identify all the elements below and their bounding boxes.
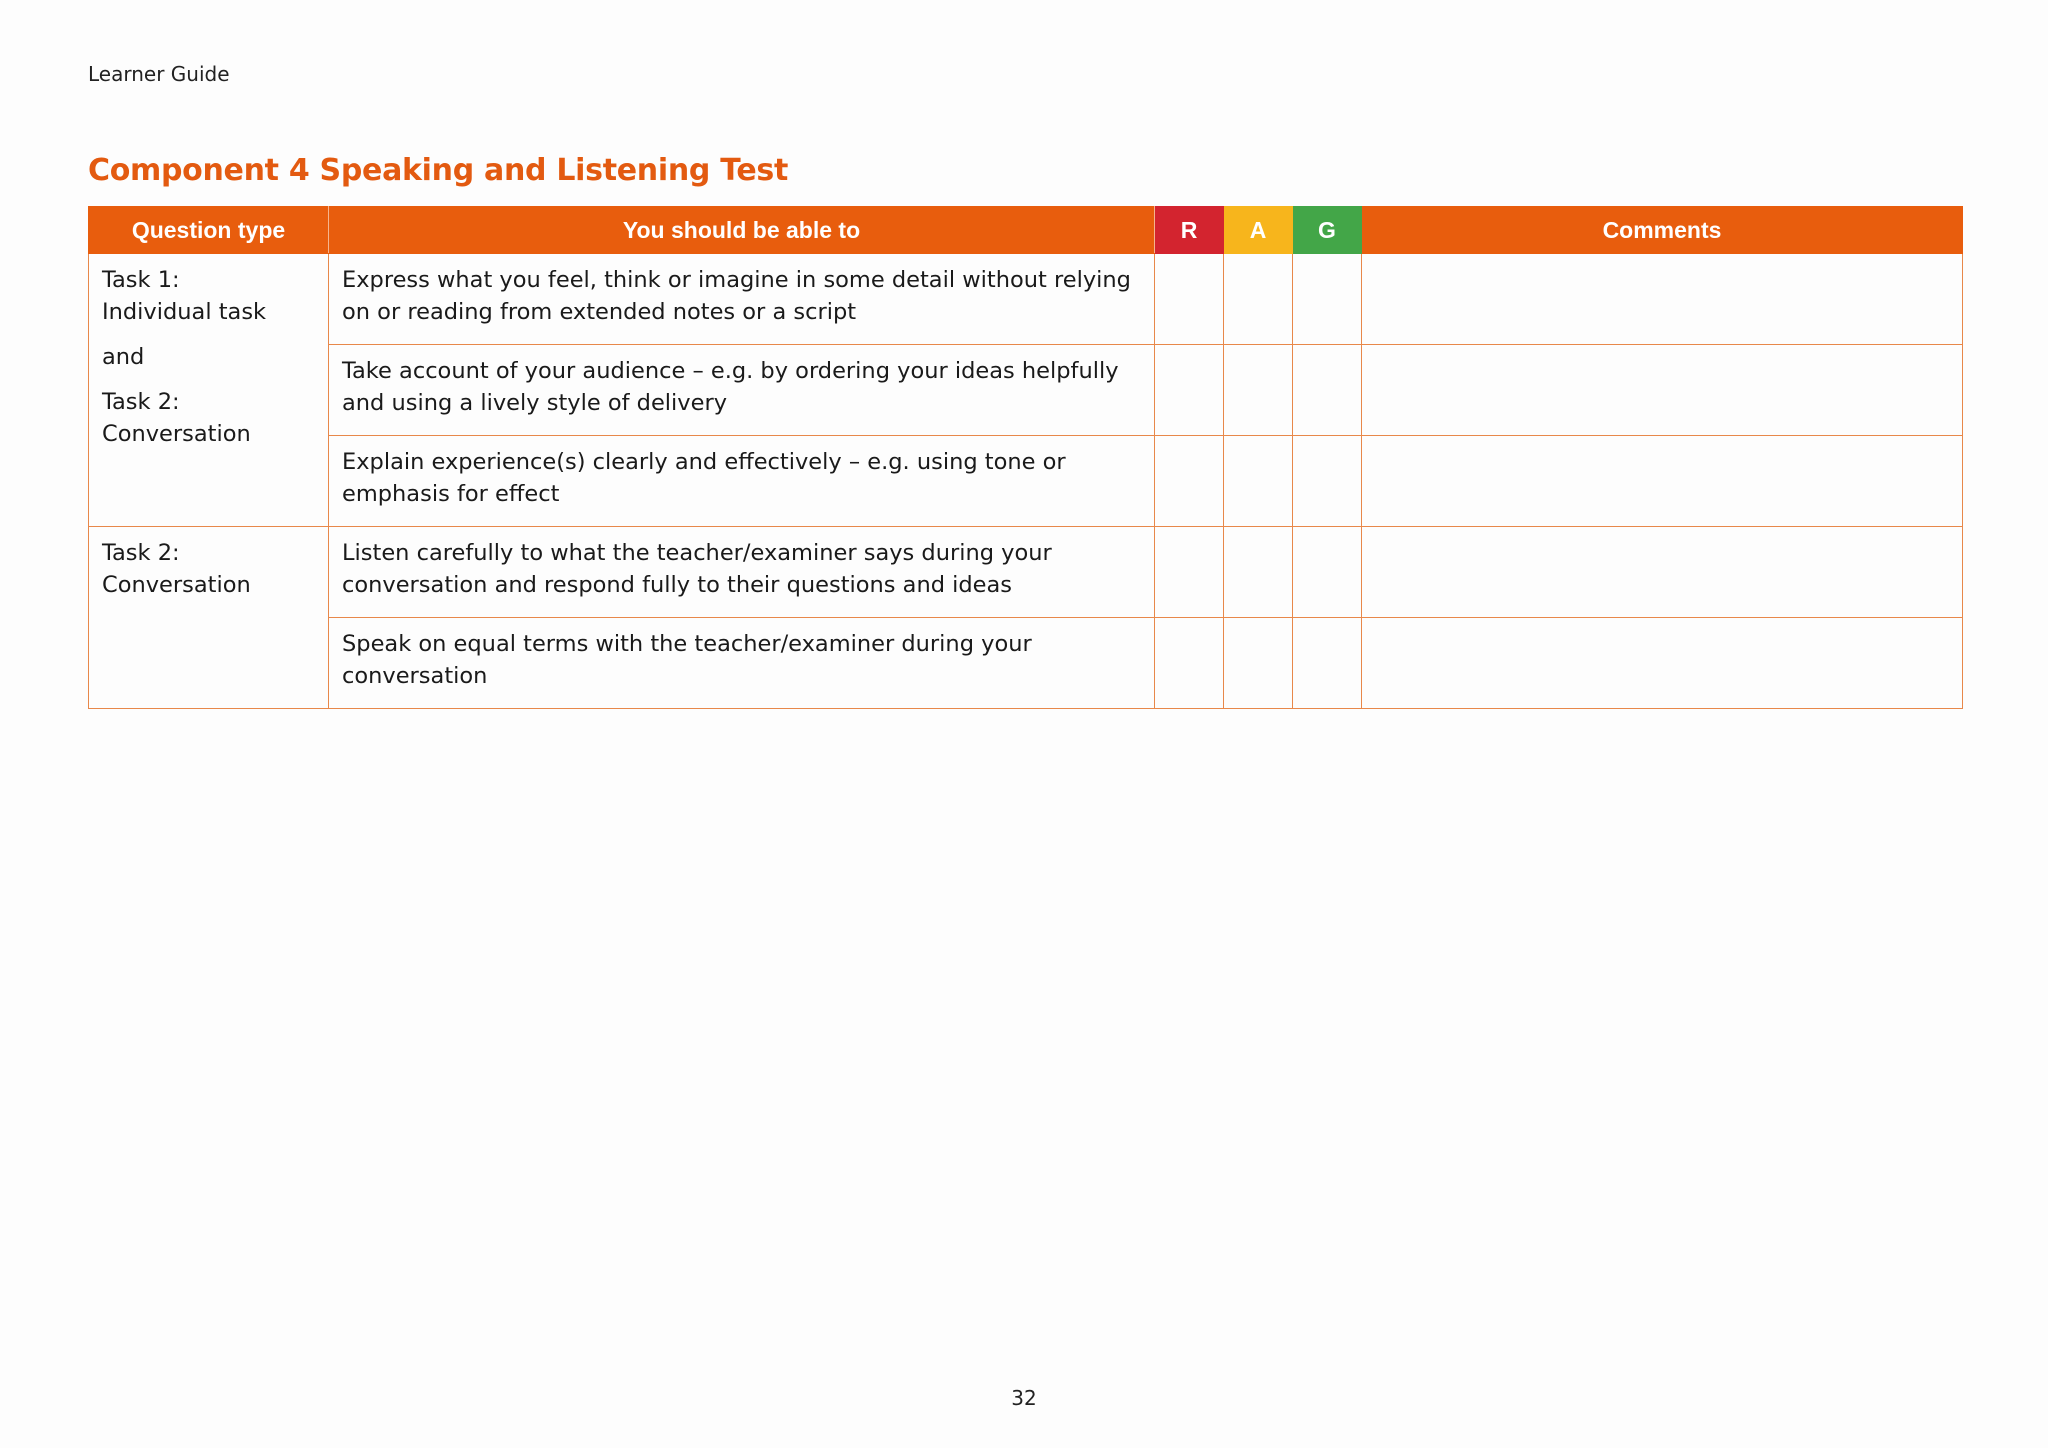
question-type-line: Conversation (102, 572, 251, 598)
comments-cell[interactable] (1362, 618, 1963, 709)
rag-green-cell[interactable] (1293, 254, 1362, 345)
question-type-line: Individual task (102, 299, 267, 325)
rag-green-cell[interactable] (1293, 436, 1362, 527)
page-number: 32 (1011, 1386, 1037, 1410)
rag-amber-cell[interactable] (1224, 527, 1293, 618)
column-header-green: G (1293, 207, 1362, 254)
rag-amber-cell[interactable] (1224, 345, 1293, 436)
skill-cell: Take account of your audience – e.g. by ordering your ideas helpfully and using a lively style of delivery (329, 345, 1155, 436)
rag-amber-cell[interactable] (1224, 436, 1293, 527)
comments-cell[interactable] (1362, 436, 1963, 527)
column-header-amber: A (1224, 207, 1293, 254)
skill-cell: Listen carefully to what the teacher/examiner says during your conversation and respond fully to their questions and ideas (329, 527, 1155, 618)
column-header-should-be-able-to: You should be able to (329, 207, 1155, 254)
question-type-line: Task 2: (102, 540, 180, 566)
skill-cell: Explain experience(s) clearly and effectively – e.g. using tone or emphasis for effect (329, 436, 1155, 527)
question-type-line: Task 1: (102, 267, 180, 293)
rag-amber-cell[interactable] (1224, 618, 1293, 709)
question-type-cell (89, 254, 329, 527)
skill-cell: Express what you feel, think or imagine in some detail without relying on or reading from extended notes or a script (329, 254, 1155, 345)
column-header-red: R (1155, 207, 1224, 254)
rag-amber-cell[interactable] (1224, 254, 1293, 345)
rag-checklist-table (88, 206, 1963, 709)
column-header-comments: Comments (1362, 207, 1963, 254)
rag-red-cell[interactable] (1155, 436, 1224, 527)
question-type-line: and (102, 344, 145, 370)
question-type-line: Conversation (102, 421, 251, 447)
comments-cell[interactable] (1362, 254, 1963, 345)
comments-cell[interactable] (1362, 345, 1963, 436)
question-type-cell (89, 527, 329, 709)
rag-red-cell[interactable] (1155, 618, 1224, 709)
rag-green-cell[interactable] (1293, 345, 1362, 436)
rag-red-cell[interactable] (1155, 527, 1224, 618)
column-header-question-type: Question type (89, 207, 329, 254)
question-type-line: Task 2: (102, 389, 180, 415)
rag-green-cell[interactable] (1293, 527, 1362, 618)
rag-red-cell[interactable] (1155, 254, 1224, 345)
table-header-row (89, 207, 1963, 254)
document-header-label: Learner Guide (88, 62, 230, 86)
page-title: Component 4 Speaking and Listening Test (88, 153, 789, 188)
table-row (89, 618, 1963, 709)
skill-cell: Speak on equal terms with the teacher/examiner during your conversation (329, 618, 1155, 709)
table-row (89, 436, 1963, 527)
comments-cell[interactable] (1362, 527, 1963, 618)
rag-green-cell[interactable] (1293, 618, 1362, 709)
table-row (89, 345, 1963, 436)
table-row (89, 527, 1963, 618)
rag-red-cell[interactable] (1155, 345, 1224, 436)
table-row (89, 254, 1963, 345)
